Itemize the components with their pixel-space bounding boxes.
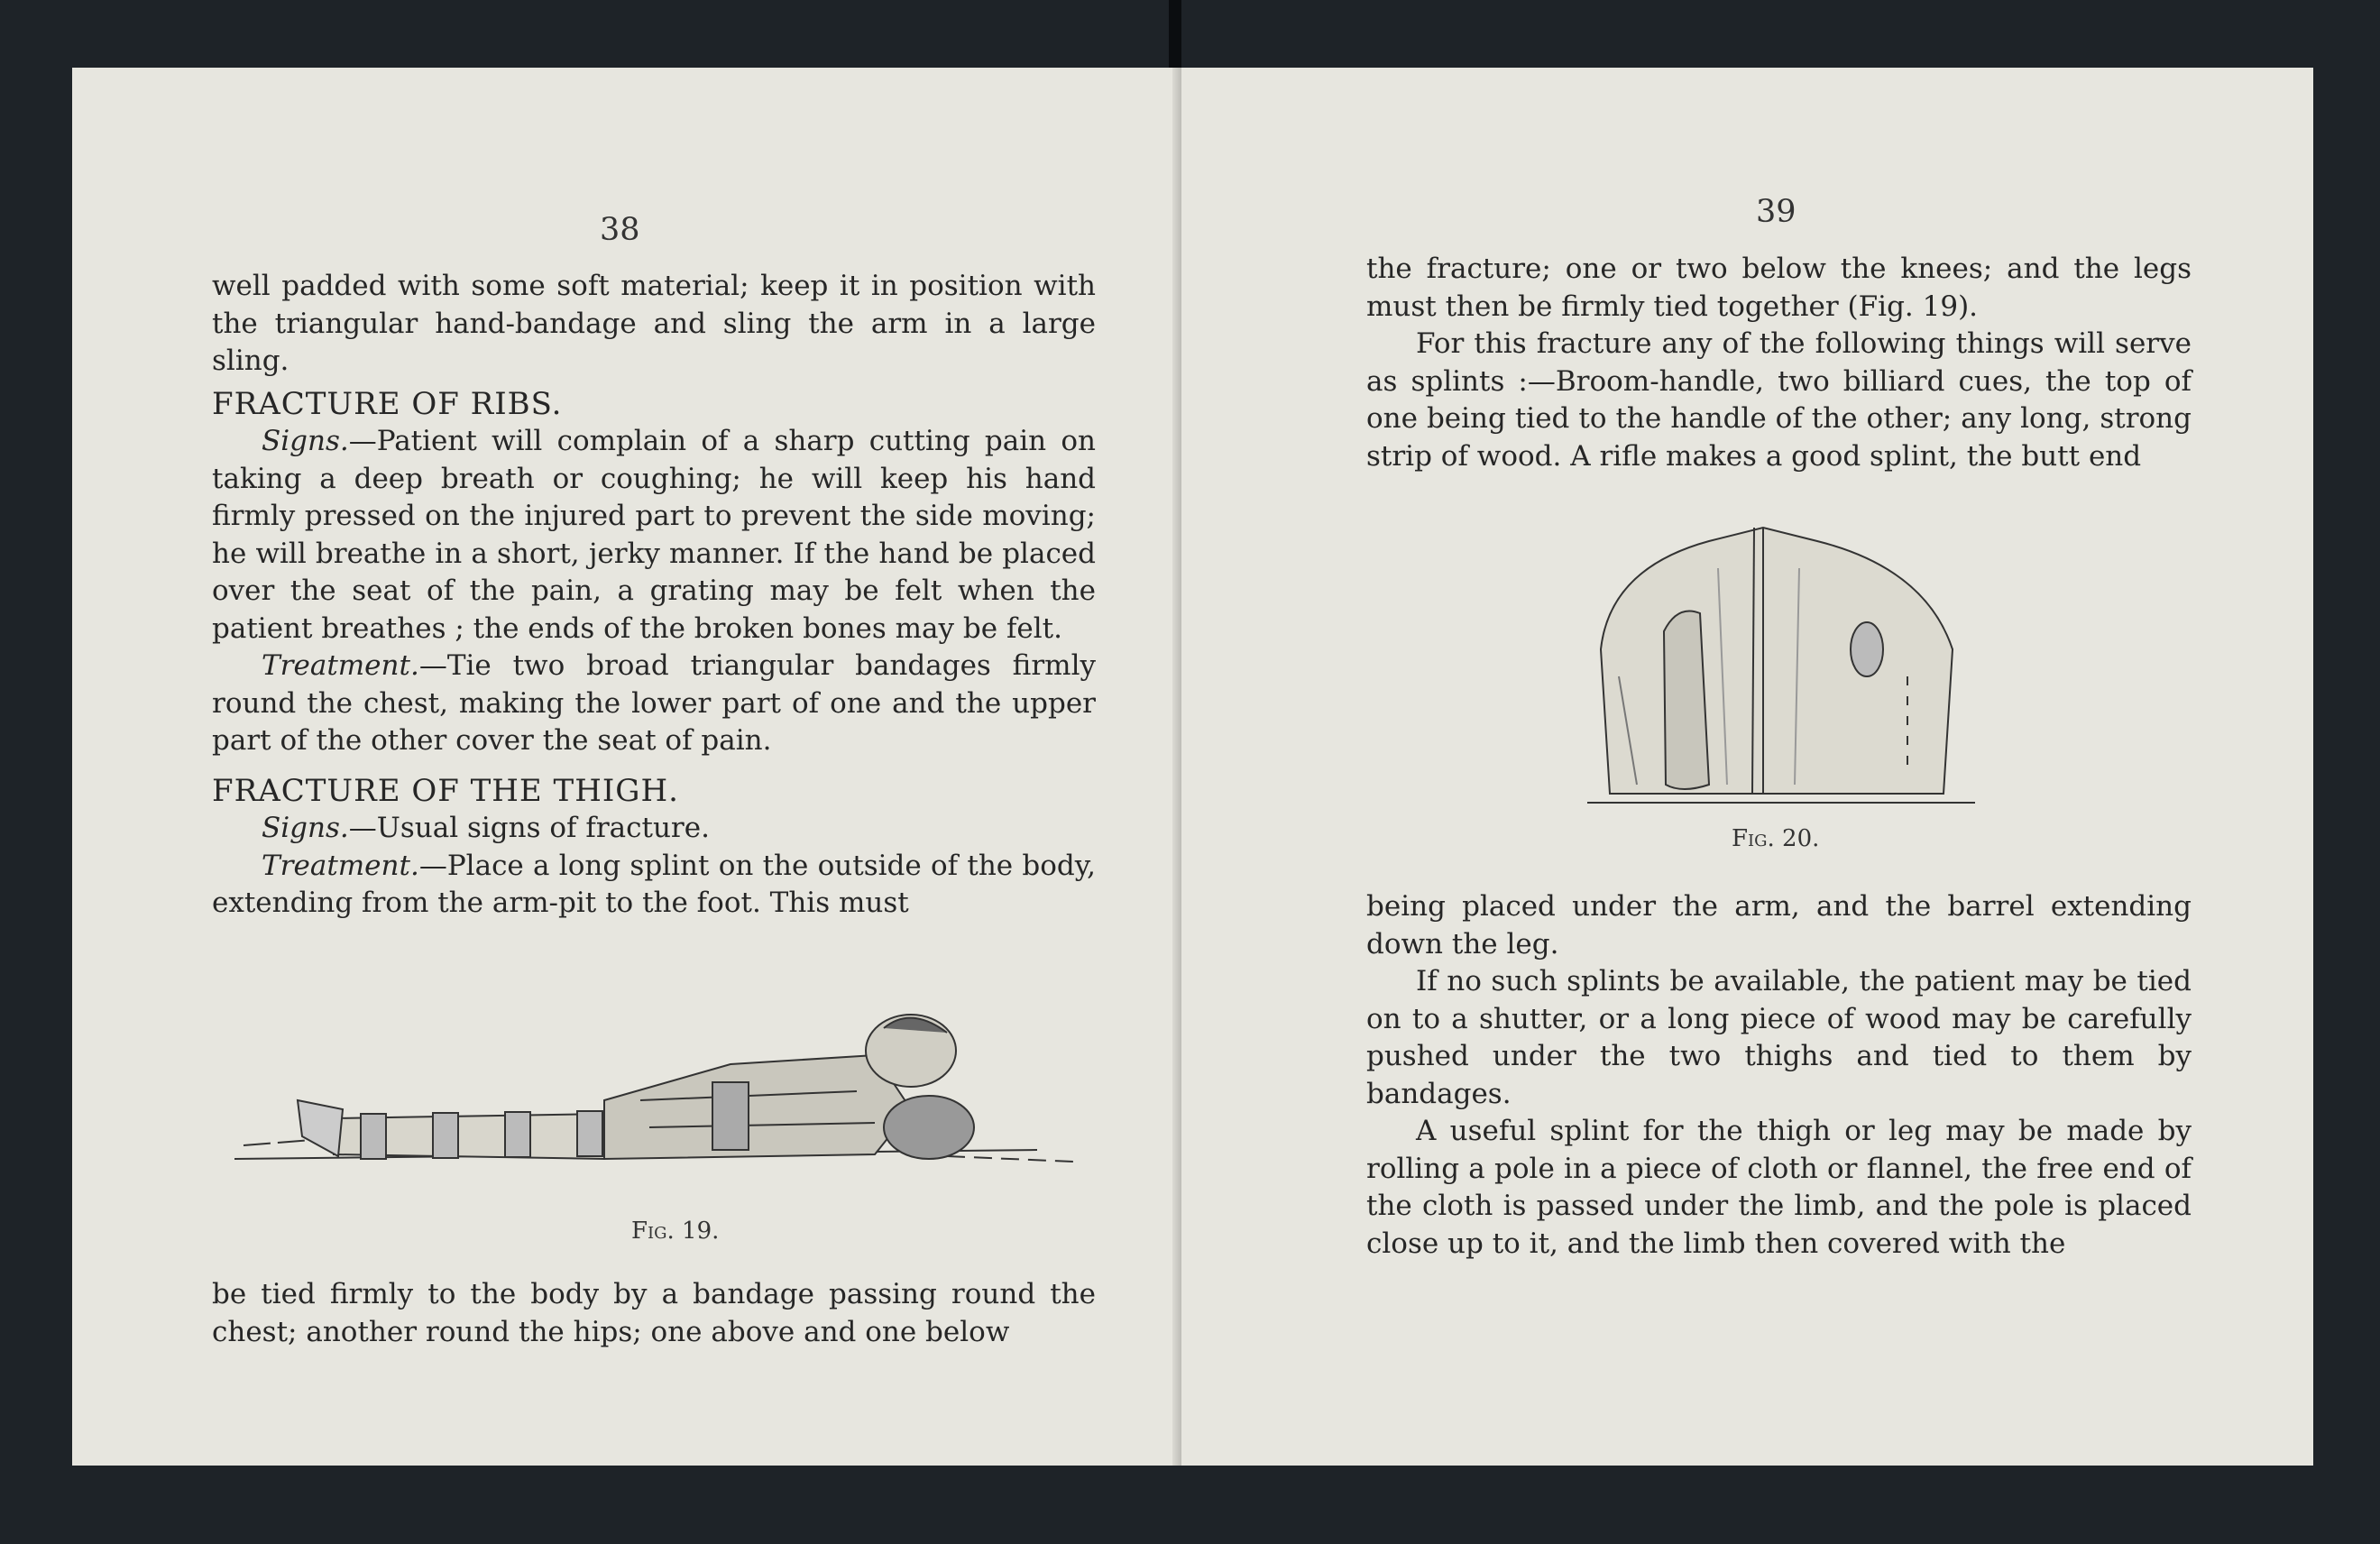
- page-number: 39: [1756, 194, 1796, 230]
- paragraph-1: the fracture; one or two below the knees; and the legs must then be firmly tied together (Fig. 19).: [1366, 253, 2192, 323]
- fig-20-caption: Fig. 20.: [1732, 825, 1820, 852]
- thigh-signs-text: —Usual signs of fracture.: [348, 812, 710, 844]
- ribs-signs-text: —Patient will complain of a sharp cutting pain on taking a deep breath or coughing; he will keep his hand firmly pressed on the injured part to prevent the side moving; he will breathe in a short, jerky manner. If the hand be placed over the seat of the pain, a grating may be felt when the patient breathes ; the ends of the broken bones may be felt.: [212, 425, 1096, 645]
- thigh-treatment-label: Treatment.: [262, 849, 419, 882]
- ribs-treatment-paragraph: [212, 648, 1096, 760]
- thigh-heading: FRACTURE OF THE THIGH.: [212, 772, 679, 809]
- ribs-heading: FRACTURE OF RIBS.: [212, 385, 563, 422]
- right-text-bottom: [1366, 888, 2192, 1263]
- left-page: [72, 68, 1181, 1466]
- thigh-treatment-paragraph: [212, 848, 1096, 923]
- right-page: [1181, 68, 2313, 1466]
- ribs-signs-label: Signs.: [262, 425, 349, 457]
- thigh-signs-label: Signs.: [262, 812, 349, 844]
- ribs-treatment-text: —Tie two broad triangular bandages firmly round the chest, making the lower part of one and the upper part of the other cover the seat of pain.: [212, 649, 1096, 757]
- ribs-signs-paragraph: [212, 423, 1096, 648]
- book-spine-gap: [1169, 0, 1181, 68]
- ribs-treatment-label: Treatment.: [262, 649, 419, 682]
- continued-paragraph: well padded with some soft material; keep it in position with the triangular hand-bandage and sling the arm in a large sling.: [212, 270, 1096, 377]
- fig-19-caption: Fig. 19.: [631, 1218, 720, 1245]
- thigh-signs-paragraph: [212, 810, 1096, 848]
- paragraph-5: A useful splint for the thigh or leg may be made by rolling a pole in a piece of cloth or flannel, the free end of the cloth is passed under the limb, and the pole is placed close up to it, and the limb then covered with the: [1366, 1115, 2192, 1260]
- left-text-top: [212, 268, 1096, 923]
- right-text-top: [1366, 251, 2192, 475]
- thigh-treatment-text: —Place a long splint on the outside of the body, extending from the arm-pit to the foot. This must: [212, 849, 1096, 919]
- left-text-bottom: [212, 1276, 1096, 1351]
- fig-20-illustration: [1583, 514, 1980, 812]
- paragraph-3: being placed under the arm, and the barrel extending down the leg.: [1366, 890, 2192, 960]
- page-number: 38: [600, 212, 640, 248]
- after-figure-paragraph: be tied firmly to the body by a bandage passing round the chest; another round the hips; one above and one below: [212, 1278, 1096, 1348]
- fig-19-illustration: [225, 1001, 1082, 1209]
- paragraph-4: If no such splints be available, the patient may be tied on to a shutter, or a long piece of wood may be carefully pushed under the two thighs and tied to them by bandages.: [1366, 965, 2192, 1110]
- paragraph-2: For this fracture any of the following things will serve as splints :—Broom-handle, two billiard cues, the top of one being tied to the handle of the other; any long, strong strip of wood. A rifle makes a good splint, the butt end: [1366, 327, 2192, 473]
